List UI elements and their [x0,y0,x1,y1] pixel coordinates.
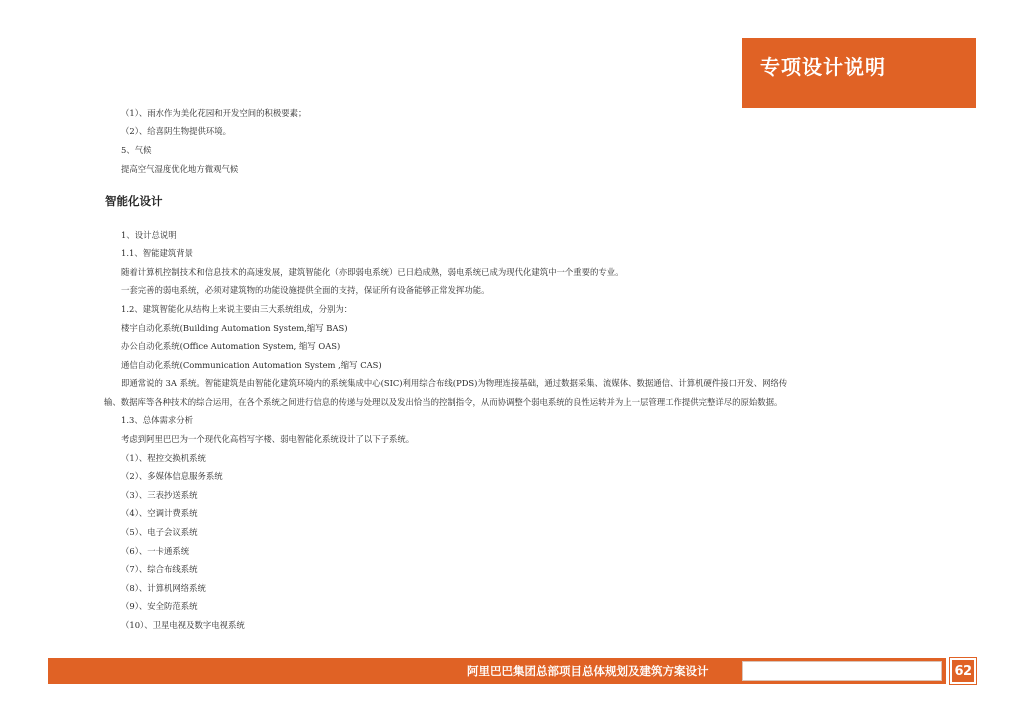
section-title-box [742,38,976,108]
list-item: （9）、安全防范系统 [121,601,198,611]
text-line: 1.1、智能建筑背景 [121,248,193,258]
page-number-box [950,658,976,684]
text-line: 随着计算机控制技术和信息技术的高速发展，建筑智能化（亦即弱电系统）已日趋成熟，弱电系统已成为现代化建筑中一个重要的专业。 [121,267,624,277]
page-number: 62 [954,663,972,679]
text-line: （2）、给喜阴生物提供环境。 [121,126,232,136]
list-item: （1）、程控交换机系统 [121,453,206,463]
text-line: 提高空气湿度优化地方微观气候 [121,164,239,174]
text-line: 1.2、建筑智能化从结构上来说主要由三大系统组成，分别为： [121,304,353,314]
section-title: 专项设计说明 [760,55,886,79]
text-line: 办公自动化系统(Office Automation System, 缩写 OAS) [121,341,341,351]
footer-blank-field [742,661,942,681]
text-line: 一套完善的弱电系统，必须对建筑物的功能设施提供全面的支持，保证所有设备能够正常发挥功能。 [121,285,490,295]
text-line: 考虑到阿里巴巴为一个现代化高档写字楼、弱电智能化系统设计了以下子系统。 [121,434,415,444]
list-item: （5）、电子会议系统 [121,527,198,537]
text-line: 1.3、总体需求分析 [121,415,193,425]
section-heading: 智能化设计 [105,194,163,208]
list-item: （8）、计算机网络系统 [121,583,206,593]
text-line: 楼宇自动化系统(Building Automation System,缩写 BAS) [121,323,348,333]
footer-project-title: 阿里巴巴集团总部项目总体规划及建筑方案设计 [467,664,709,678]
list-item: （7）、综合布线系统 [121,564,198,574]
text-line: 输、数据库等各种技术的综合运用，在各个系统之间进行信息的传递与处理以及发出恰当的控制指令，从而协调整个弱电系统的良性运转并为上一层管理工作提供完整详尽的原始数据。 [104,397,783,407]
list-item: （4）、空调计费系统 [121,508,198,518]
list-item: （2）、多媒体信息服务系统 [121,471,223,481]
text-line: 即通常说的 3A 系统。智能建筑是由智能化建筑环境内的系统集成中心(SIC)利用综合布线(PDS)为物理连接基础，通过数据采集、流媒体、数据通信、计算机硬件接口开发、网络传 [121,378,788,388]
text-line: 1、设计总说明 [121,230,177,240]
list-item: （10）、卫星电视及数字电视系统 [121,620,245,630]
text-line: （1）、雨水作为美化花园和开发空间的积极要素； [121,108,307,118]
list-item: （3）、三表抄送系统 [121,490,198,500]
list-item: （6）、一卡通系统 [121,546,190,556]
text-line: 5、气候 [121,145,152,155]
text-line: 通信自动化系统(Communication Automation System ,缩写 CAS) [121,360,382,370]
